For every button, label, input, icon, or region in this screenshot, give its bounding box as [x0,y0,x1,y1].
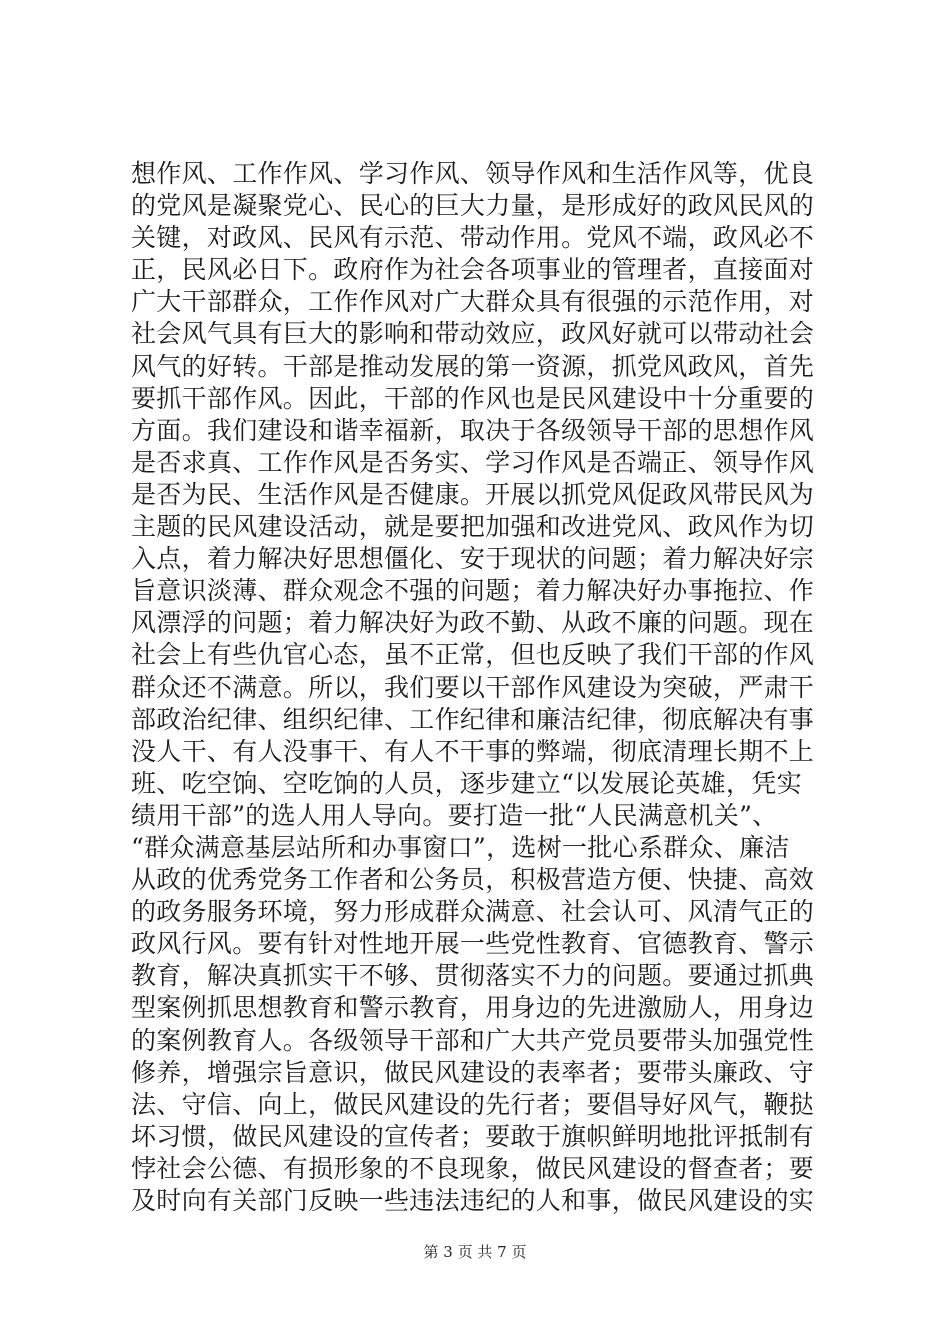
text-line: 悖社会公德、有损形象的不良现象，做民风建设的督查者；要 [131,1153,815,1183]
text-line: 是否求真、工作作风是否务实、学习作风是否端正、领导作风 [131,447,815,477]
text-line: 班、吃空饷、空吃饷的人员，逐步建立“以发展论英雄，凭实 [131,768,802,798]
text-line: 正，民风必日下。政府作为社会各项事业的管理者，直接面对 [131,255,815,285]
text-line: 关键，对政风、民风有示范、带动作用。党风不端，政风必不 [131,223,815,253]
text-line: 的党风是凝聚党心、民心的巨大力量，是形成好的政风民风的 [131,191,815,221]
text-line: 要抓干部作风。因此，干部的作风也是民风建设中十分重要的 [131,383,815,413]
text-line: 没人干、有人没事干、有人不干事的弊端，彻底清理长期不上 [131,736,815,766]
text-line: 从政的优秀党务工作者和公务员，积极营造方便、快捷、高效 [131,865,815,895]
text-line: 部政治纪律、组织纪律、工作纪律和廉洁纪律，彻底解决有事 [131,704,815,734]
text-line: 是否为民、生活作风是否健康。开展以抓党风促政风带民风为 [131,479,815,509]
text-line: 法、守信、向上，做民风建设的先行者；要倡导好风气，鞭挞 [131,1089,815,1119]
text-line: 广大干部群众，工作作风对广大群众具有很强的示范作用，对 [131,287,815,317]
text-line: 坏习惯，做民风建设的宣传者；要敢于旗帜鲜明地批评抵制有 [131,1121,815,1151]
text-line: 的案例教育人。各级领导干部和广大共产党员要带头加强党性 [131,1025,815,1055]
text-line: 方面。我们建设和谐幸福新，取决于各级领导干部的思想作风 [131,415,815,445]
text-line: 主题的民风建设活动，就是要把加强和改进党风、政风作为切 [131,512,815,542]
text-line: 风气的好转。干部是推动发展的第一资源，抓党风政风，首先 [131,351,815,381]
text-line: “群众满意基层站所和办事窗口”，选树一批心系群众、廉洁 [131,832,790,862]
text-line: 想作风、工作作风、学习作风、领导作风和生活作风等，优良 [131,159,815,188]
text-line: 及时向有关部门反映一些违法违纪的人和事，做民风建设的实 [131,1186,815,1215]
text-line: 社会风气具有巨大的影响和带动效应，政风好就可以带动社会 [131,319,815,349]
text-line: 入点，着力解决好思想僵化、安于现状的问题；着力解决好宗 [131,544,815,574]
text-line: 的政务服务环境，努力形成群众满意、社会认可、风清气正的 [131,897,815,927]
text-line: 旨意识淡薄、群众观念不强的问题；着力解决好办事拖拉、作 [131,576,815,606]
text-line: 社会上有些仇官心态，虽不正常，但也反映了我们干部的作风 [131,640,815,670]
text-line: 绩用干部”的选人用人导向。要打造一批“人民满意机关”、 [131,800,778,830]
text-line: 政风行风。要有针对性地开展一些党性教育、官德教育、警示 [131,929,815,959]
text-line: 风漂浮的问题；着力解决好为政不勤、从政不廉的问题。现在 [131,608,815,638]
text-line: 群众还不满意。所以，我们要以干部作风建设为突破，严肃干 [131,672,815,702]
text-line: 型案例抓思想教育和警示教育，用身边的先进激励人，用身边 [131,993,815,1023]
text-line: 教育，解决真抓实干不够、贯彻落实不力的问题。要通过抓典 [131,961,815,991]
body-text [131,158,831,1217]
text-line: 修养，增强宗旨意识，做民风建设的表率者；要带头廉政、守 [131,1057,815,1087]
page-footer: 第 3 页 共 7 页 [423,1243,527,1261]
